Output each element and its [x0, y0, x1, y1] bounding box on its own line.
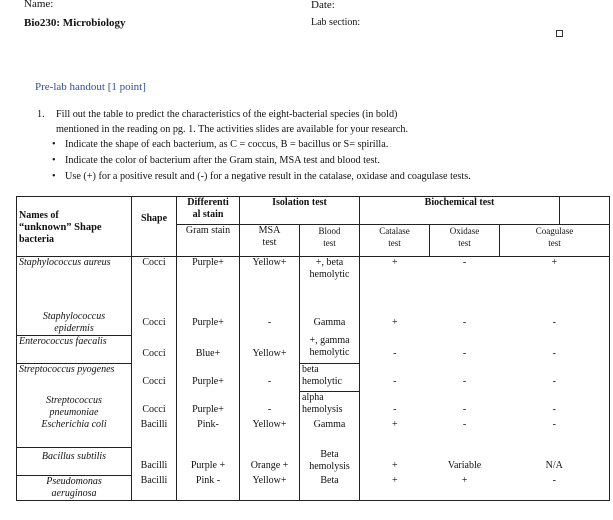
bacteria-name: Streptococcus pneumoniae — [17, 391, 132, 419]
bacteria-name: Streptococcus pyogenes — [17, 363, 132, 391]
table-row: Streptococcus pyogenes Cocci Purple+ - beta hemolytic - - - — [17, 363, 610, 391]
date-label: Date: — [311, 0, 335, 11]
name-label: Name: — [24, 0, 54, 10]
msa-header: MSA test — [240, 225, 300, 257]
bacteria-name: Pseudomonas aeruginosa — [17, 475, 132, 500]
instruction-number: 1. — [37, 109, 45, 120]
blood-header: Blood test — [300, 225, 360, 257]
bacteria-name: Enterococcus faecalis — [17, 335, 132, 363]
gram-stain-header: Gram stain — [177, 225, 240, 257]
bullet-icon: • — [52, 171, 56, 182]
table-row: Streptococcus pneumoniae Cocci Purple+ - alpha hemolysis - - - — [17, 391, 610, 419]
bacteria-name: Escherichia coli — [17, 419, 132, 447]
table-row: Staphylococcus epidermis Cocci Purple+ - Gamma + - - — [17, 301, 610, 336]
bullet-icon: • — [52, 155, 56, 166]
table-row: Staphylococcus aureus Cocci Purple+ Yellow+ +, beta hemolytic + - + — [17, 257, 610, 301]
course-title: Bio230: Microbiology — [24, 17, 126, 29]
instruction-bullet: • Indicate the color of bacterium after the Gram stain, MSA test and blood test. — [52, 155, 380, 166]
differential-stain-header: Differenti al stain — [177, 197, 240, 225]
coagulase-header: Coagulase test — [500, 225, 610, 257]
instruction-bullet: • Use (+) for a positive result and (-) for a negative result in the catalase, oxidase and coagulase tests. — [52, 171, 471, 182]
instruction-bullet: • Indicate the shape of each bacterium, as C = coccus, B = bacillus or S= spirilla. — [52, 139, 389, 150]
bacteria-name: Bacillus subtilis — [17, 447, 132, 475]
handout-title: Pre-lab handout [1 point] — [35, 81, 146, 93]
table-row: Escherichia coli Bacilli Pink- Yellow+ Gamma + - - — [17, 419, 610, 447]
instruction-line-1: Fill out the table to predict the characteristics of the eight-bacterial species (in bold) — [56, 109, 398, 120]
names-header: Names of “unknown” Shape bacteria — [17, 197, 132, 257]
table-row: Pseudomonas aeruginosa Bacilli Pink - Yellow+ Beta + + - — [17, 475, 610, 500]
bacteria-table — [16, 196, 610, 501]
table-header-row — [17, 197, 610, 225]
checkbox[interactable] — [556, 30, 563, 37]
shape-header: Shape — [132, 197, 177, 257]
bullet-icon: • — [52, 139, 56, 150]
instruction-line-2: mentioned in the reading on pg. 1. The activities slides are available for your research. — [56, 124, 409, 135]
biochemical-test-header: Biochemical test — [360, 197, 560, 225]
bacteria-name: Staphylococcus epidermis — [17, 301, 132, 336]
lab-section-label: Lab section: — [311, 17, 361, 28]
table-row: Enterococcus faecalis Cocci Blue+ Yellow+ +, gamma hemolytic - - - — [17, 335, 610, 363]
isolation-test-header: Isolation test — [240, 197, 360, 225]
oxidase-header: Oxidase test — [430, 225, 500, 257]
table-row: Bacillus subtilis Bacilli Purple + Orange + Beta hemolysis + Variable N/A — [17, 447, 610, 475]
catalase-header: Catalase test — [360, 225, 430, 257]
bacteria-name: Staphylococcus aureus — [17, 257, 132, 301]
